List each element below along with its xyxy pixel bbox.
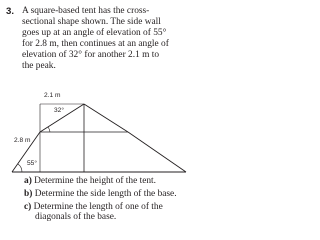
part-a: [24, 176, 156, 186]
part-b-letter: b): [24, 189, 33, 199]
prompt-line-5: elevation of 32° for another 2.1 m to: [22, 50, 160, 60]
right-upper-roof: [84, 104, 128, 132]
part-a-letter: a): [24, 176, 32, 186]
angle-55-arc: [18, 164, 22, 172]
part-a-text: Determine the height of the tent.: [34, 176, 156, 186]
question-number: 3.: [6, 6, 15, 17]
label-top-length: 2.1 m: [44, 92, 61, 99]
part-b-text: Determine the side length of the base.: [34, 189, 177, 199]
right-lower-wall: [128, 132, 186, 172]
prompt-line-6: the peak.: [22, 61, 56, 71]
angle-32-arc: [48, 127, 50, 132]
label-bottom-angle: 55°: [27, 160, 37, 167]
prompt-line-2: sectional shape shown. The side wall: [22, 17, 161, 27]
prompt-line-4: for 2.8 m, then continues at an angle of: [22, 39, 169, 49]
part-c-letter: c): [24, 202, 32, 212]
label-top-angle: 32°: [54, 107, 64, 114]
part-b: [24, 189, 177, 199]
part-c: [24, 202, 163, 212]
prompt-line-1: A square-based tent has the cross-: [22, 6, 150, 16]
part-c-text-2: diagonals of the base.: [35, 212, 117, 222]
label-bottom-length: 2.8 m: [14, 137, 31, 144]
prompt-line-3: goes up at an angle of elevation of 55°: [22, 28, 167, 38]
part-c-text-1: Determine the length of one of the: [33, 202, 163, 212]
